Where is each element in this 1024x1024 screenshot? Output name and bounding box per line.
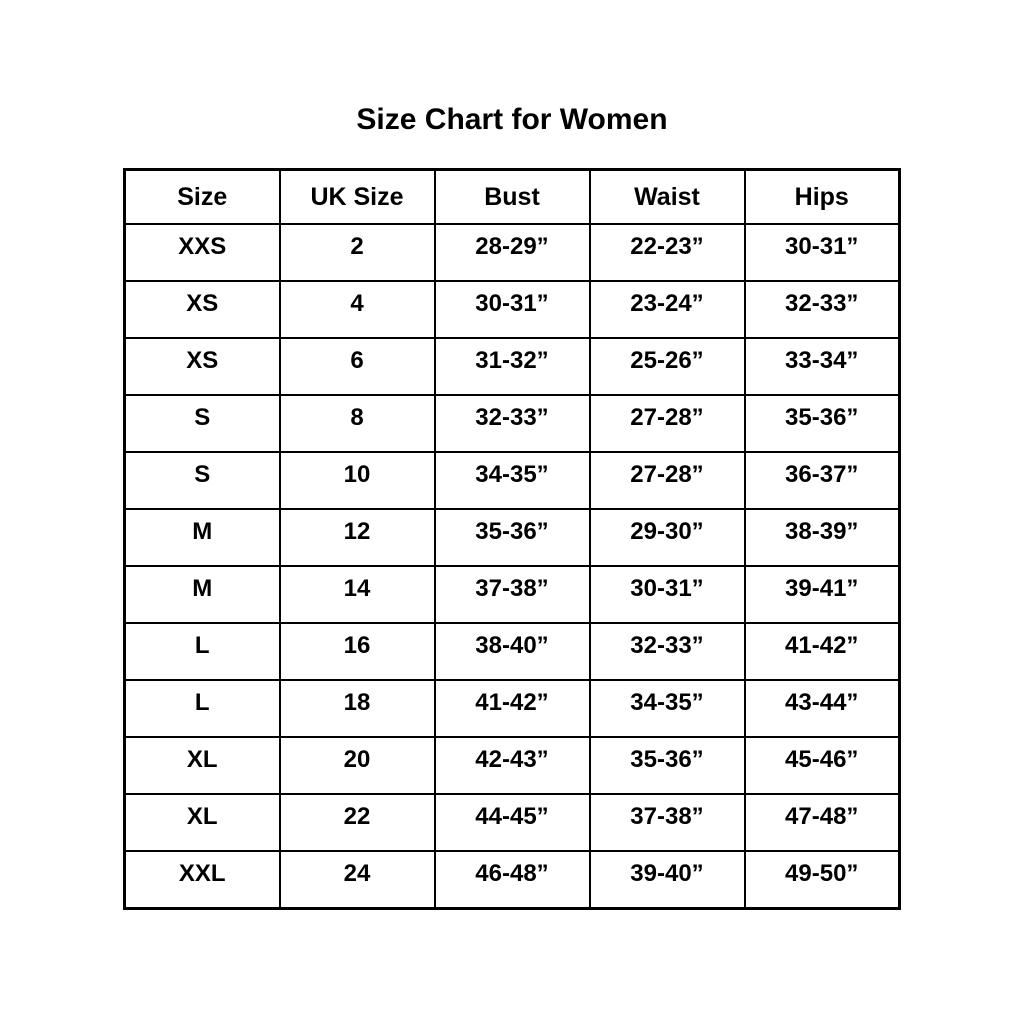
table-cell: 31-32” (435, 338, 590, 395)
table-cell: 34-35” (590, 680, 745, 737)
table-cell: 20 (280, 737, 435, 794)
table-cell: XS (125, 338, 280, 395)
table-cell: 35-36” (435, 509, 590, 566)
table-cell: 32-33” (435, 395, 590, 452)
table-cell: 2 (280, 224, 435, 281)
table-row (125, 452, 900, 509)
table-cell: 34-35” (435, 452, 590, 509)
table-cell: 41-42” (435, 680, 590, 737)
table-cell: 16 (280, 623, 435, 680)
table-cell: 45-46” (745, 737, 900, 794)
table-cell: 32-33” (590, 623, 745, 680)
table-cell: 18 (280, 680, 435, 737)
table-body (125, 224, 900, 909)
table-cell: 37-38” (590, 794, 745, 851)
table-row (125, 737, 900, 794)
table-cell: 38-40” (435, 623, 590, 680)
table-cell: 47-48” (745, 794, 900, 851)
table-cell: 23-24” (590, 281, 745, 338)
table-cell: 25-26” (590, 338, 745, 395)
table-cell: 10 (280, 452, 435, 509)
table-cell: 8 (280, 395, 435, 452)
table-cell: 36-37” (745, 452, 900, 509)
table-cell: 30-31” (745, 224, 900, 281)
table-cell: 39-40” (590, 851, 745, 909)
table-cell: XXS (125, 224, 280, 281)
table-cell: XXL (125, 851, 280, 909)
table-row (125, 566, 900, 623)
table-cell: 43-44” (745, 680, 900, 737)
column-header: Waist (590, 170, 745, 225)
table-cell: 39-41” (745, 566, 900, 623)
table-cell: 4 (280, 281, 435, 338)
table-cell: XS (125, 281, 280, 338)
table-cell: 27-28” (590, 395, 745, 452)
table-cell: M (125, 509, 280, 566)
page-title: Size Chart for Women (356, 103, 668, 136)
table-cell: 42-43” (435, 737, 590, 794)
table-cell: S (125, 452, 280, 509)
column-header: Hips (745, 170, 900, 225)
table-row (125, 680, 900, 737)
table-cell: 14 (280, 566, 435, 623)
table-cell: XL (125, 794, 280, 851)
table-cell: 30-31” (435, 281, 590, 338)
table-row (125, 338, 900, 395)
table-cell: 28-29” (435, 224, 590, 281)
table-cell: 38-39” (745, 509, 900, 566)
table-cell: 29-30” (590, 509, 745, 566)
table-row (125, 794, 900, 851)
size-chart-table (123, 168, 901, 910)
table-cell: 12 (280, 509, 435, 566)
table-cell: 30-31” (590, 566, 745, 623)
table-cell: 32-33” (745, 281, 900, 338)
table-cell: 46-48” (435, 851, 590, 909)
table-cell: 41-42” (745, 623, 900, 680)
table-cell: 24 (280, 851, 435, 909)
table-cell: 27-28” (590, 452, 745, 509)
table-row (125, 395, 900, 452)
column-header: UK Size (280, 170, 435, 225)
table-cell: 22 (280, 794, 435, 851)
table-row (125, 851, 900, 909)
table-cell: 37-38” (435, 566, 590, 623)
table-row (125, 623, 900, 680)
table-header (125, 170, 900, 225)
table-cell: L (125, 680, 280, 737)
table-cell: 22-23” (590, 224, 745, 281)
table-cell: 35-36” (745, 395, 900, 452)
table-cell: L (125, 623, 280, 680)
table-cell: 33-34” (745, 338, 900, 395)
table-cell: 35-36” (590, 737, 745, 794)
column-header: Bust (435, 170, 590, 225)
table-row (125, 224, 900, 281)
header-row (125, 170, 900, 225)
column-header: Size (125, 170, 280, 225)
table-cell: S (125, 395, 280, 452)
table-cell: 49-50” (745, 851, 900, 909)
table-cell: M (125, 566, 280, 623)
table-row (125, 509, 900, 566)
table-row (125, 281, 900, 338)
table-cell: 44-45” (435, 794, 590, 851)
table-cell: XL (125, 737, 280, 794)
table-cell: 6 (280, 338, 435, 395)
